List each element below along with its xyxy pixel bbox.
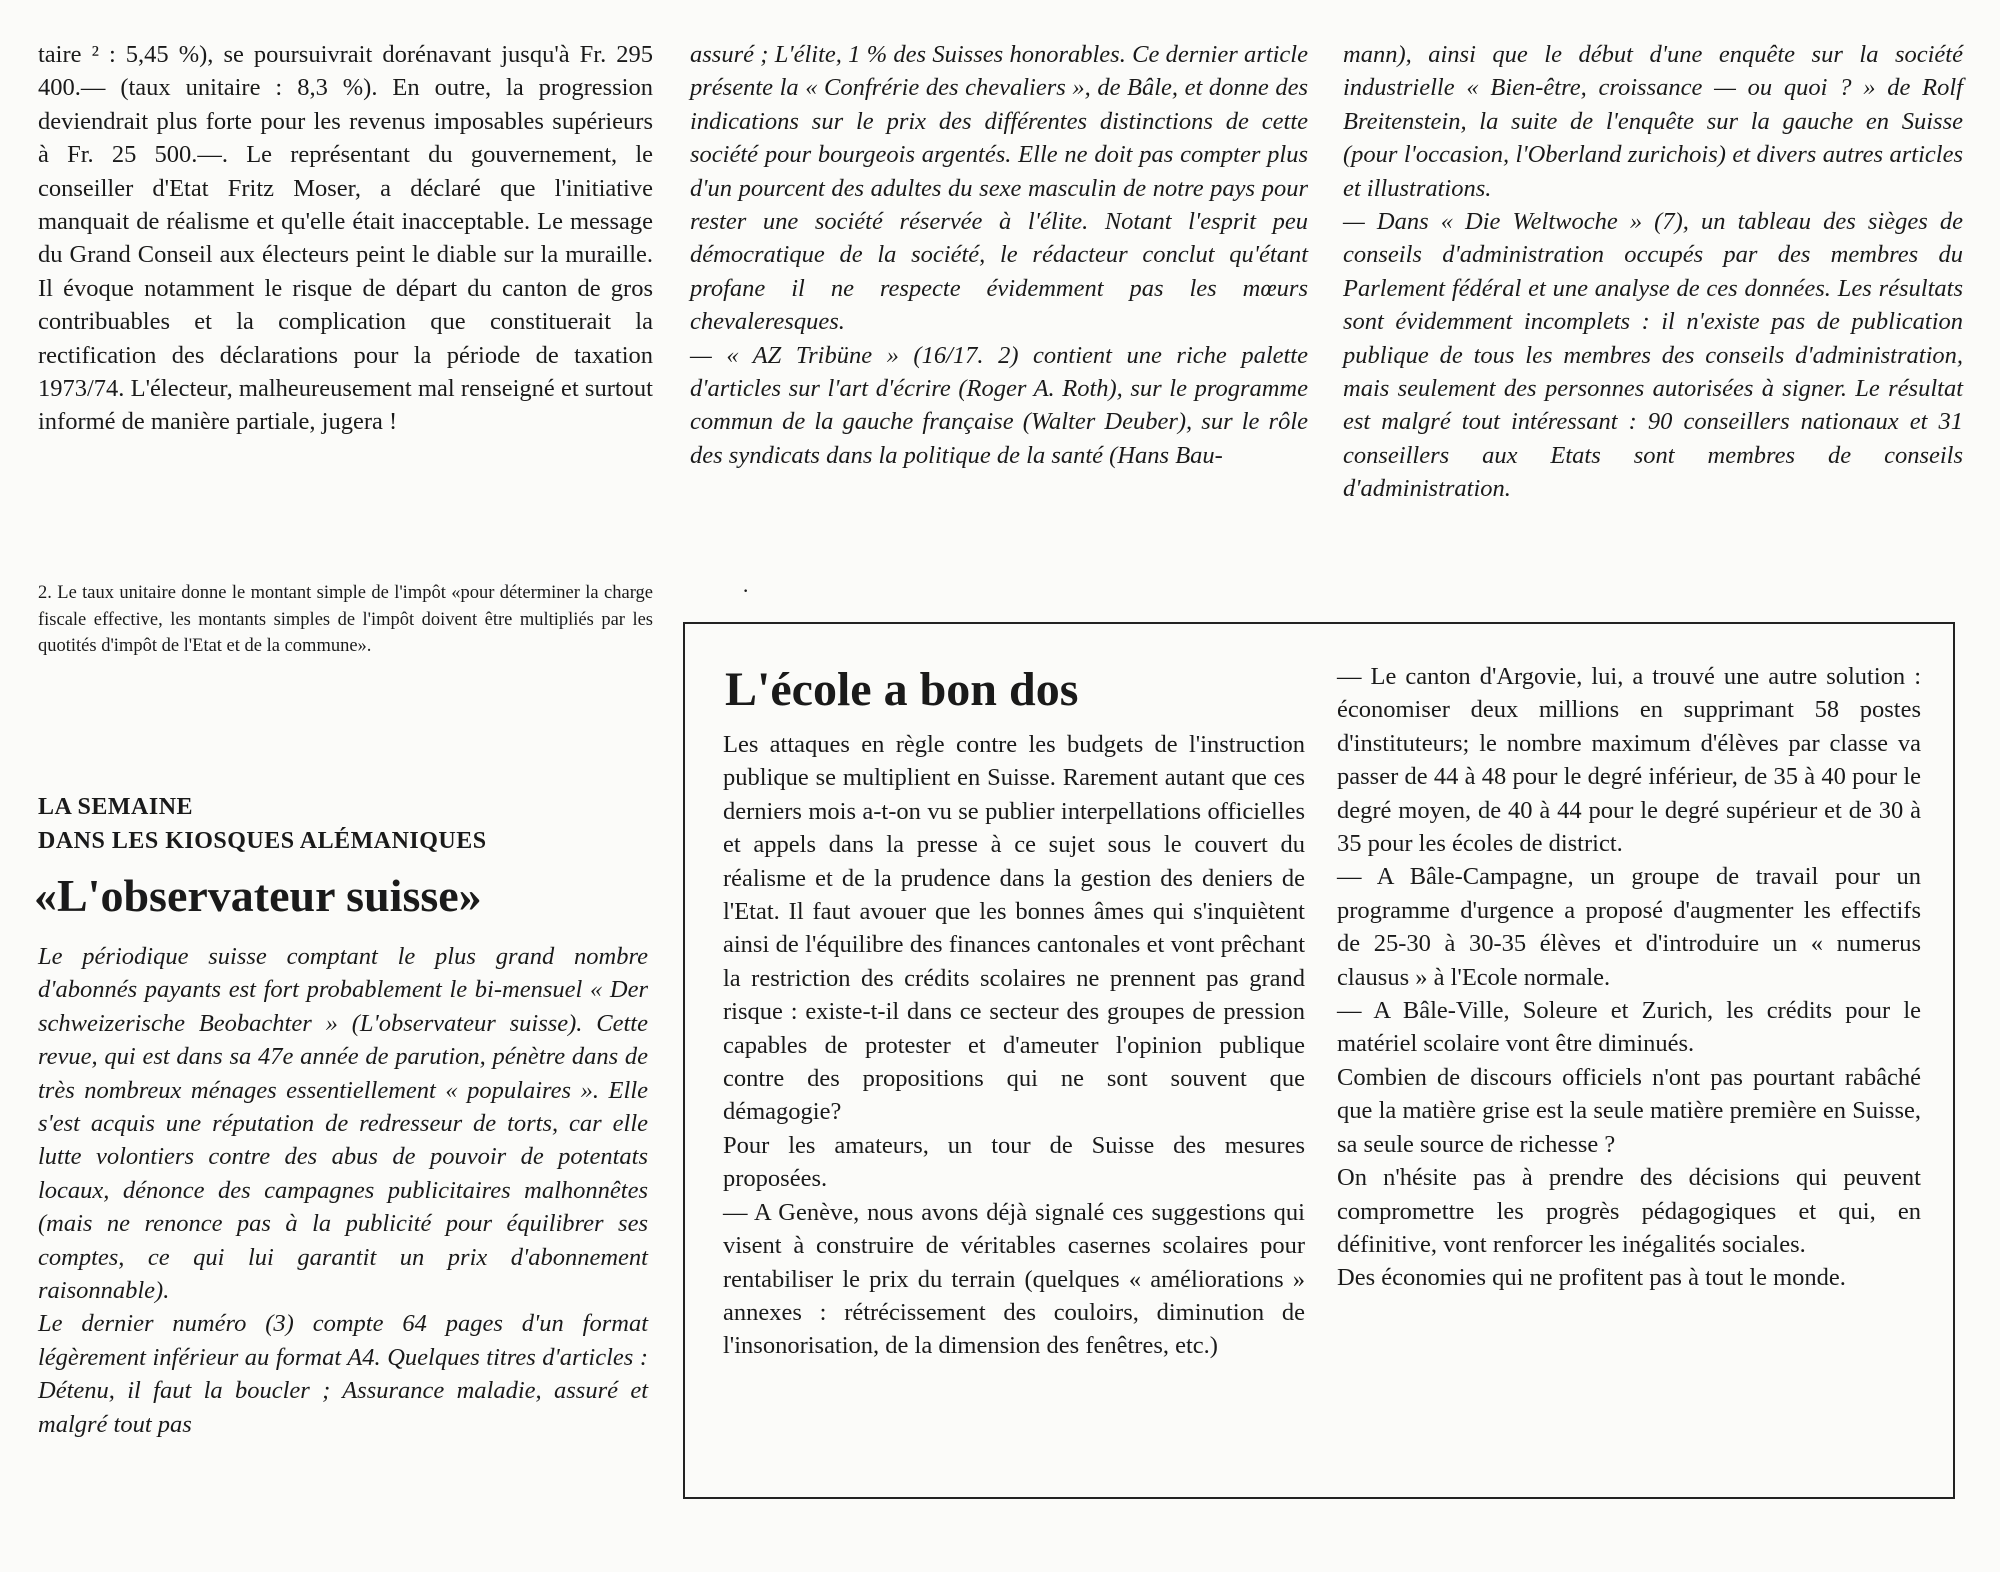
box-paragraph: — A Bâle-Ville, Soleure et Zurich, les crédits pour le matériel scolaire vont être diminués. — [1337, 997, 1921, 1058]
article-paragraph: Le périodique suisse comptant le plus grand nombre d'abonnés payants est fort probablement le bi-mensuel « Der schweizerische Beobachter » (L'observateur suisse). Cette revue, qui est dans sa 47e année de parution, pénètre dans de très nombreux ménages essentiellement « populaires ». Elle s'est acquis une réputation de redresseur de torts, car elle lutte volontiers contre des abus de pouvoir de potentats locaux, dénonce des campagnes publicitaires malhonnêtes (mais ne renonce pas à la publicité pour équilibrer ses comptes, ce qui lui garantit un prix d'abonnement raisonnable). — [38, 943, 648, 1305]
box-paragraph: Les attaques en règle contre les budgets de l'instruction publique se multiplient en Suisse. Rarement autant que ces derniers mois a-t-on vu se publier interpellations officielles et appels dans la presse à ce sujet sous le couvert du réalisme et de la prudence dans la gestion des deniers de l'Etat. Il faut avouer que les bonnes âmes qui s'inquiètent ainsi de l'équilibre des finances cantonales et vont prêchant la restriction des crédits scolaires ne prennent pas grand risque : existe-t-il dans ce secteur des groupes de pression capables de protester et d'ameuter l'opinion publique contre des propositions qui ne sont souvent que démagogie? — [723, 731, 1305, 1126]
box-right-column — [1337, 660, 1921, 1295]
tax-article-paragraph: taire ² : 5,45 %), se poursuivrait dorénavant jusqu'à Fr. 295 400.— (taux unitaire : 8,3 %). En outre, la progression deviendrait plus forte pour les revenus imposables supérieurs à Fr. 25 500.—. Le représentant du gouvernement, le conseiller d'Etat Fritz Moser, a déclaré que l'initiative manquait de réalisme et qu'elle était inacceptable. Le message du Grand Conseil aux électeurs peint le diable sur la muraille. Il évoque notamment le risque de départ du canton de gros contribuables et la complication que constituerait la rectification des déclarations pour la période de taxation 1973/74. L'électeur, malheureusement mal renseigné et surtout informé de manière partiale, jugera ! — [38, 41, 653, 436]
left-column-text — [38, 38, 653, 439]
kicker-line-2: DANS LES KIOSQUES ALÉMANIQUES — [38, 828, 487, 854]
box-paragraph: — A Bâle-Campagne, un groupe de travail pour un programme d'urgence a proposé d'augmenter les effectifs de 25-30 à 30-35 élèves et d'introduire un « numerus clausus » à l'Ecole normale. — [1337, 863, 1921, 991]
middle-column-text — [690, 38, 1308, 472]
article-paragraph: Le dernier numéro (3) compte 64 pages d'un format légèrement inférieur au format A4. Quelques titres d'articles : Détenu, il faut la boucler ; Assurance maladie, assuré et malgré tout pas — [38, 1310, 648, 1438]
article-paragraph: mann), ainsi que le début d'une enquête sur la société industrielle « Bien-être, croissance — ou quoi ? » de Rolf Breitenstein, la suite de l'enquête sur la gauche en Suisse (pour l'occasion, l'Oberland zurichois) et divers autres articles et illustrations. — [1343, 41, 1963, 202]
box-left-column — [723, 728, 1305, 1363]
right-column-text — [1343, 38, 1963, 506]
box-paragraph: — A Genève, nous avons déjà signalé ces suggestions qui visent à construire de véritables casernes scolaires pour rentabiliser le prix du terrain (quelques « améliorations » annexes : rétrécissement des couloirs, diminution de l'insonorisation, de la dimension des fenêtres, etc.) — [723, 1198, 1305, 1360]
article-headline: «L'observateur suisse» — [34, 870, 482, 921]
article-paragraph: — Dans « Die Weltwoche » (7), un tableau des sièges de conseils d'administration occupés par des membres du Parlement fédéral et une analyse de ces données. Les résultats sont évidemment incomplets : il n'existe pas de publication publique de tous les membres des conseils d'administration, mais seulement des personnes autorisées à signer. Le résultat est malgré tout intéressant : 90 conseillers nationaux et 31 conseillers aux Etats sont membres de conseils d'administration. — [1343, 208, 1963, 503]
box-paragraph: Combien de discours officiels n'ont pas pourtant rabâché que la matière grise est la seule matière première en Suisse, sa seule source de richesse ? — [1337, 1063, 1921, 1158]
observateur-article — [38, 940, 648, 1441]
section-kicker — [38, 790, 653, 858]
footnote: 2. Le taux unitaire donne le montant simple de l'impôt «pour déterminer la charge fiscale effective, les montants simples de l'impôt doivent être multipliés par les quotités d'impôt de l'Etat et de la commune». — [38, 583, 653, 656]
box-paragraph: Pour les amateurs, un tour de Suisse des mesures proposées. — [723, 1131, 1305, 1193]
article-paragraph: assuré ; L'élite, 1 % des Suisses honorables. Ce dernier article présente la « Confrérie des chevaliers », de Bâle, et donne des indications sur le prix des différentes distinctions de cette société pour bourgeois argentés. Elle ne doit pas compter plus d'un pourcent des adultes du sexe masculin de notre pays pour rester une société réservée à l'élite. Notant l'esprit peu démocratique de la société, le rédacteur conclut qu'étant profane il ne respecte évidemment pas les mœurs chevaleresques. — [690, 41, 1308, 336]
kicker-line-1: LA SEMAINE — [38, 794, 194, 820]
article-paragraph: — « AZ Tribüne » (16/17. 2) contient une riche palette d'articles sur l'art d'écrire (Roger A. Roth), sur le programme commun de la gauche française (Walter Deuber), sur le rôle des syndicats dans la politique de la santé (Hans Bau- — [690, 341, 1308, 469]
box-paragraph: On n'hésite pas à prendre des décisions qui peuvent compromettre les progrès pédagogiques et qui, en définitive, vont renforcer les inégalités sociales. — [1337, 1164, 1921, 1258]
box-title: L'école a bon dos — [725, 663, 1079, 716]
box-paragraph: — Le canton d'Argovie, lui, a trouvé une autre solution : économiser deux millions en supprimant 58 postes d'instituteurs; le nombre maximum d'élèves par classe va passer de 44 à 48 pour le degré inférieur, de 35 à 40 pour le degré moyen, de 40 à 44 pour le degré supérieur et de 30 à 35 pour les écoles de district. — [1337, 663, 1921, 858]
boxed-article — [683, 622, 1955, 1499]
stray-dot: · — [742, 578, 750, 603]
box-paragraph: Des économies qui ne profitent pas à tout le monde. — [1337, 1264, 1846, 1292]
